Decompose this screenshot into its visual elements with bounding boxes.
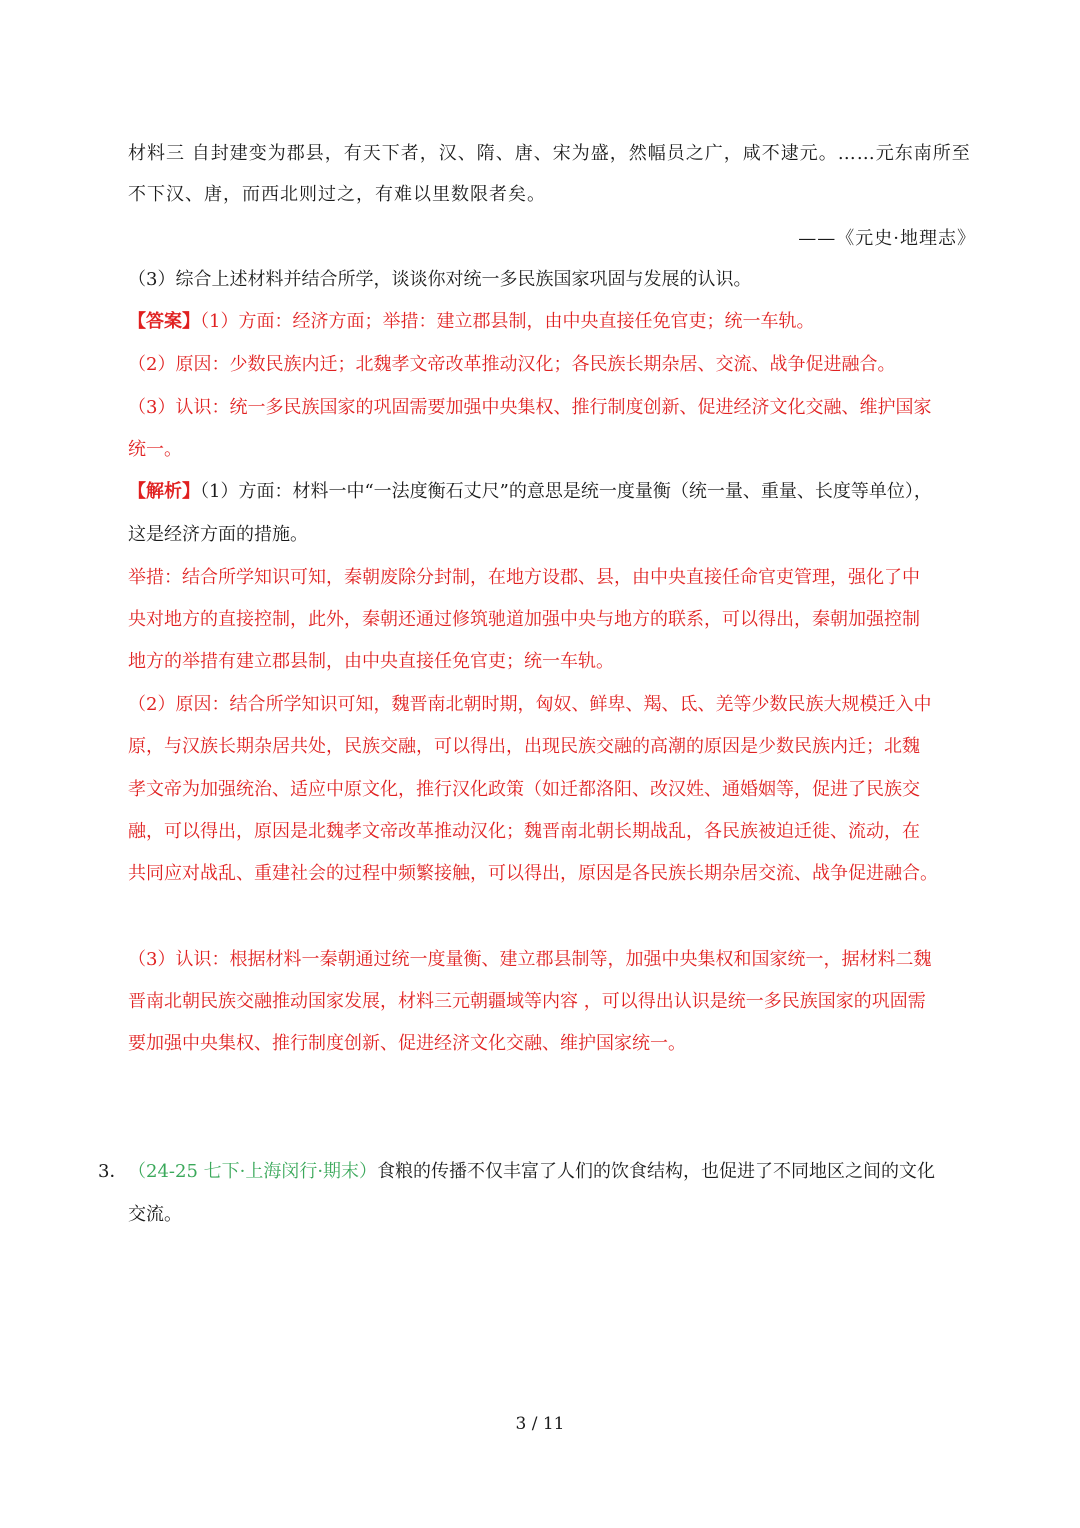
page-number: 3 / 11 — [515, 1414, 565, 1434]
material3-line2: 不下汉、唐，而西北则过之，有难以里数限者矣。 — [128, 184, 546, 205]
answer-line1 — [128, 310, 980, 334]
answer-line3b: 统一。 — [128, 439, 182, 460]
analysis-line7: 原，与汉族长期杂居共处，民族交融，可以得出，出现民族交融的高潮的原因是少数民族内迁；北魏 — [128, 736, 920, 757]
analysis-line3: 举措：结合所学知识可知，秦朝废除分封制，在地方设郡、县，由中央直接任命官吏管理，强化了中 — [128, 567, 920, 588]
material3-source: ——《元史·地理志》 — [798, 228, 976, 249]
analysis-line4: 央对地方的直接控制，此外，秦朝还通过修筑驰道加强中央与地方的联系，可以得出，秦朝加强控制 — [128, 609, 920, 630]
answer-text1: （1）方面：经济方面；举措：建立郡县制，由中央直接任免官吏；统一车轨。 — [200, 311, 815, 332]
analysis-line9: 融，可以得出，原因是北魏孝文帝改革推动汉化；魏晋南北朝长期战乱，各民族被迫迁徙、流动，在 — [128, 821, 920, 842]
question3-line2: 交流。 — [128, 1204, 182, 1225]
analysis-line8: 孝文帝为加强统治、适应中原文化，推行汉化政策（如迁都洛阳、改汉姓、通婚姻等，促进了民族交 — [128, 779, 920, 800]
analysis-text1: （1）方面：材料一中“一法度衡石丈尺”的意思是统一度量衡（统一量、重量、长度等单位）， — [200, 481, 932, 502]
analysis-line10: 共同应对战乱、重建社会的过程中频繁接触，可以得出，原因是各民族长期杂居交流、战争促进融合。 — [128, 863, 938, 884]
question-source: （24-25 七下·上海闵行·期末） — [128, 1161, 378, 1182]
analysis-line1 — [128, 480, 980, 504]
analysis-line6: （2）原因：结合所学知识可知，魏晋南北朝时期，匈奴、鲜卑、羯、氐、羌等少数民族大规模迁入中 — [128, 694, 932, 715]
answer-line3a: （3）认识：统一多民族国家的巩固需要加强中央集权、推行制度创新、促进经济文化交融、维护国家 — [128, 397, 932, 418]
analysis-line12: 晋南北朝民族交融推动国家发展，材料三元朝疆域等内容 ，可以得出认识是统一多民族国家的巩固需 — [128, 991, 926, 1012]
material3-line1: 材料三 自封建变为郡县，有天下者，汉、隋、唐、宋为盛，然幅员之广，咸不逮元。……元东南所至 — [128, 143, 971, 164]
analysis-line5: 地方的举措有建立郡县制，由中央直接任免官吏；统一车轨。 — [128, 651, 614, 672]
question-number: 3． — [98, 1161, 128, 1182]
analysis-tag: 【解析】 — [128, 481, 200, 502]
question-text1: 食粮的传播不仅丰富了人们的饮食结构，也促进了不同地区之间的文化 — [377, 1161, 936, 1182]
analysis-line13: 要加强中央集权、推行制度创新、促进经济文化交融、维护国家统一。 — [128, 1033, 686, 1054]
answer-line2: （2）原因：少数民族内迁；北魏孝文帝改革推动汉化；各民族长期杂居、交流、战争促进融合。 — [128, 354, 896, 375]
question3-line1 — [128, 1160, 980, 1184]
analysis-line11: （3）认识：根据材料一秦朝通过统一度量衡、建立郡县制等，加强中央集权和国家统一，据材料二魏 — [128, 949, 932, 970]
question3-prompt: （3）综合上述材料并结合所学，谈谈你对统一多民族国家巩固与发展的认识。 — [128, 269, 752, 290]
analysis-line2: 这是经济方面的措施。 — [128, 524, 308, 545]
answer-tag: 【答案】 — [128, 311, 200, 332]
